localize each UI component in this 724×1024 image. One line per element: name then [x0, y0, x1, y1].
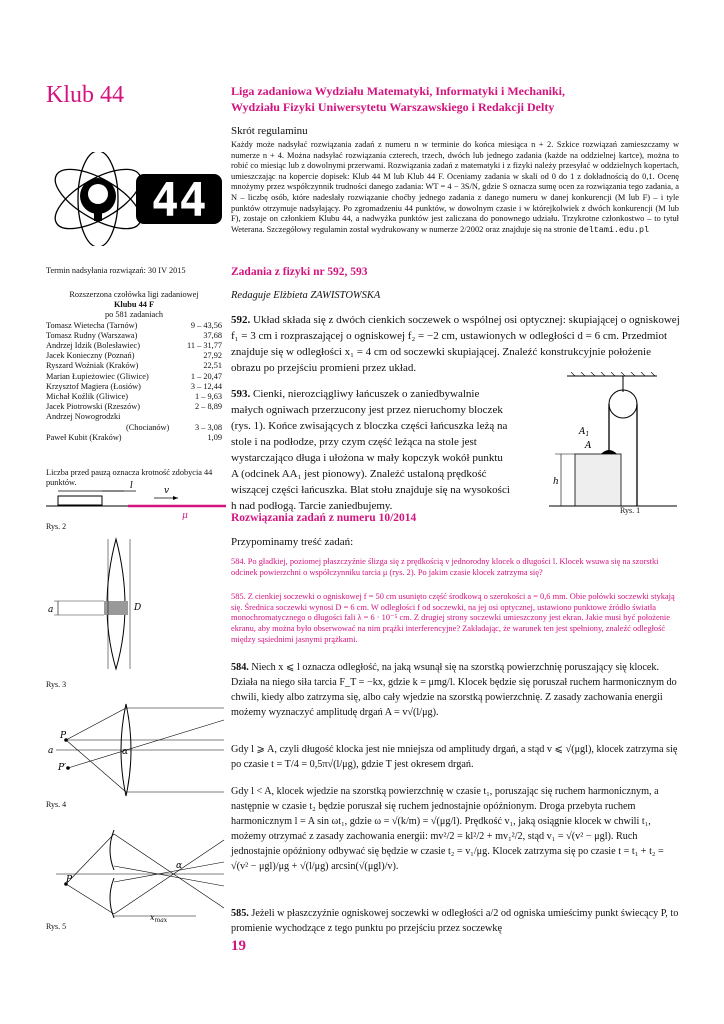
page-number: 19	[231, 938, 246, 954]
question-585: 585. Z cienkiej soczewki o ogniskowej f = 50 cm usunięto część środkową o szerokości a = 0,6 mm. Obie połówki soczewki stykają się. Średnica soczewki wynosi D = 6 cm. W odległości f od soczewki, na jej osi optycznej, ustawiono punktowe źródło światła monochromatycznego o długości fali λ = 6 · 10⁻⁵ cm. Z drugiej strony soczewki umieszczony jest ekran. Jakie musi być położenie ekranu, aby można było obserwować na nim prążki interferencyjne? Zakładając, że warunek ten jest spełniony, znaleźć odległość między sąsiednimi jasnymi prążkami.	[231, 592, 675, 644]
ranking-score: 9 – 43,56	[190, 320, 222, 330]
klub44-logo	[46, 152, 224, 246]
rys4-label-alpha: α	[122, 747, 129, 757]
ranking	[46, 290, 222, 443]
physics-title: Zadania z fizyki nr 592, 593	[231, 266, 368, 278]
rys3-label-D: D	[134, 603, 142, 613]
ranking-score: 1 – 20,47	[190, 371, 222, 381]
ranking-score: 37,68	[203, 330, 222, 340]
ranking-title: Rozszerzona czołówka ligi zadaniowej	[69, 290, 199, 299]
solution-584-c: Gdy l < A, klocek wjedzie na szorstką powierzchnię w czasie t₁, poruszając się ruchem harmonicznym, a następnie w czasie t₂ będzie poruszał się ruchem jednostajnie opóźnionym. Droga przebyta ruchem harmonicznym l = A sin ωt₁, gdzie ω = √(k/m) = √(μg/l). Prędkość v₁, jaką osiągnie klocek w chwili t₁, możemy otrzymać z zasady zachowania energii: mv²/2 = kl²/2 + mv₁²/2, stąd v₁ = √(v² − μgl). Ruch jednostajnie opóźniony odbywać się będzie w czasie t₂ = v₁/μg. Klocek zatrzyma się po czasie t = t₁ + t₂ = √(v² − μgl)/μg + √(l/μg) arcsin(√(μgl)/v).	[231, 786, 664, 872]
ranking-row	[46, 361, 222, 371]
ranking-row	[46, 402, 222, 412]
ranking-row	[46, 392, 222, 402]
problem-593-text: Cienki, nierozciągliwy łańcuszek o zaniedbywalnie małych ogniwach przerzucony jest przez nieruchomy bloczek (rys. 1). Końce zwisających z bloczka części łańcuszka leżą na stole i na podłodze, przy czym część leżąca na stole jest wystarczająco długa i ułożona w mały kopczyk wokół punktu A (odcinek AA₁ jest pionowy). Znaleźć ustaloną prędkość wiszącej części łańcuszka. Blat stołu znajduje się na wysokości h nad podłogą. Tarcie zaniedbujemy.	[231, 388, 510, 512]
liga-heading	[231, 83, 631, 115]
ranking-name: Ryszard Woźniak (Kraków)	[46, 361, 139, 371]
rys1-label-A: A	[585, 441, 592, 451]
figure-rys5	[46, 826, 226, 922]
rys4-label-Pprime: P′	[58, 763, 67, 773]
figure-rys3	[46, 535, 226, 675]
figure-rys4	[46, 700, 226, 800]
figure-rys1	[545, 372, 680, 512]
ranking-row	[46, 433, 222, 443]
solution-585-text: Jeżeli w płaszczyźnie ogniskowej soczewki w odległości a/2 od ogniska umieścimy punkt świecący P, to promienie wychodzące z tego punktu po przejściu przez soczewkę	[231, 908, 679, 934]
deadline: Termin nadsyłania rozwiązań: 30 IV 2015	[46, 266, 186, 275]
liga-line-1: Liga zadaniowa Wydziału Matematyki, Informatyki i Mechaniki,	[231, 84, 566, 98]
ranking-score: 3 – 3,08	[195, 422, 222, 432]
solution-585-number: 585.	[231, 908, 249, 919]
rys5-label-xmax: $x_{max}$	[150, 913, 168, 922]
rys1-label-A1: $A_1$	[579, 427, 590, 438]
ranking-row	[46, 341, 222, 351]
club-title: Klub 44	[46, 82, 124, 108]
ranking-row	[46, 331, 222, 341]
ranking-name: Jacek Piotrowski (Rzeszów)	[46, 402, 141, 412]
ranking-score: 22,51	[203, 361, 222, 371]
regulamin-text: Każdy może nadsyłać rozwiązania zadań z numeru n w terminie do końca miesiąca n + 2. Szkice rozwiązań zamieszczamy w numerze n + 4. Można nadsyłać rozwiązania czterech, trzech, dwóch lub jednego zadania (każde na oddzielnej kartce), można to robić co miesiąc lub z dowolnymi przerwami. Rozwiązania zadań z matematyki i z fizyki należy przesyłać w oddzielnych kopertach, umieszczając na kopercie dopisek: Klub 44 M lub Klub 44 F. Oceniamy zadania w skali od 0 do 1 z dokładnością do 0,1. Ocenę mnożymy przez współczynnik trudności danego zadania: WT = 4 − 3S/N, gdzie S oznacza sumę ocen za rozwiązania tego zadania, a N – liczbę osób, które nadesłały rozwiązanie choćby jednego zadania z danego numeru w danej konkurencji (M lub F) – i tyle punktów otrzymuje nadsyłający. Po zgromadzeniu 44 punktów, w dowolnym czasie i w którejkolwiek z dwóch konkurencji (M lub F), zostaje on członkiem Klubu 44, a nadwyżka punktów jest zaliczana do ponownego udziału. Trzykrotne członkostwo – to tytuł Weterana. Szczegółowy regulamin został wydrukowany w numerze 2/2002 oraz znajduje się na stronie	[231, 140, 679, 234]
rys3-label-a: a	[48, 605, 54, 615]
rys4-caption: Rys. 4	[46, 800, 67, 809]
ranking-score: 11 – 31,77	[187, 341, 222, 351]
rys2-label-l: l	[130, 481, 133, 491]
ranking-name: Andrzej Nowogrodzki	[46, 412, 121, 422]
problem-592-number: 592.	[231, 314, 251, 326]
ranking-name: Marian Łupieżowiec (Gliwice)	[46, 371, 149, 381]
website-link[interactable]: deltami.edu.pl	[578, 224, 650, 235]
rys5-label-alpha: α	[176, 861, 183, 871]
solution-585	[231, 906, 681, 936]
liga-line-2: Wydziału Fizyki Uniwersytetu Warszawskiego i Redakcji Delty	[231, 100, 555, 114]
ranking-row	[46, 351, 222, 361]
solution-584-a	[231, 660, 681, 720]
rys3-caption: Rys. 3	[46, 680, 67, 689]
ranking-row	[46, 382, 222, 392]
solution-584-b: Gdy l ⩾ A, czyli długość klocka jest nie mniejsza od amplitudy drgań, a stąd v ⩽ √(μgl), klocek zatrzyma się po czasie t = T/4 = 0,5π√(l/μg), gdzie T jest okresem drgań.	[231, 744, 678, 770]
ranking-score: 1,09	[207, 432, 222, 442]
rys2-label-v: v	[164, 486, 170, 496]
problem-592	[231, 312, 681, 376]
ranking-score: 2 – 8,89	[195, 402, 222, 412]
ranking-score: 27,92	[203, 351, 222, 361]
ranking-club: Klubu 44 F	[113, 300, 155, 310]
figure-rys2	[46, 480, 226, 520]
rys5-caption: Rys. 5	[46, 922, 67, 931]
ranking-name: Michał Koźlik (Gliwice)	[46, 392, 129, 402]
regulamin-title: Skrót regulaminu	[231, 125, 308, 137]
solutions-title: Rozwiązania zadań z numeru 10/2014	[231, 512, 417, 524]
rys2-caption: Rys. 2	[46, 522, 67, 531]
ranking-name: Andrzej Idzik (Bolesławiec)	[46, 341, 140, 351]
ranking-name: Krzysztof Magiera (Łosiów)	[46, 381, 141, 391]
ranking-row	[46, 321, 222, 331]
rys2-label-mu: μ	[182, 511, 188, 520]
ranking-score: 3 – 12,44	[190, 381, 222, 391]
ranking-name: Paweł Kubit (Kraków)	[46, 432, 122, 442]
ranking-name: Jacek Konieczny (Poznań)	[46, 351, 135, 361]
ranking-score	[172, 412, 222, 422]
reminder: Przypominamy treść zadań:	[231, 536, 354, 548]
problem-592-text: Układ składa się z dwóch cienkich soczewek o wspólnej osi optycznej: skupiającej o ogniskowej f₁ = 3 cm i rozpraszającej o ogniskowej f₂ = −2 cm, ustawionych w odległości d = 6 cm. Przedmiot znajduje się w odległości x₁ = 4 cm od soczewki skupiającej. Znaleźć konstrukcyjnie położenie obrazu po przejściu promieni przez układ.	[231, 314, 680, 374]
ranking-name: Tomasz Wietecha (Tarnów)	[46, 320, 138, 330]
rys4-label-P: P	[60, 731, 67, 741]
regulamin-body	[231, 140, 679, 235]
ranking-name: Tomasz Rudny (Warszawa)	[46, 330, 138, 340]
ranking-score: 1 – 9,63	[195, 392, 222, 402]
ranking-row	[46, 412, 222, 422]
rys1-caption: Rys. 1	[620, 506, 641, 515]
question-584: 584. Po gładkiej, poziomej płaszczyźnie ślizga się z prędkością v jednorodny klocek o długości l. Klocek wsuwa się na szorstki odcinek powierzchni o współczynniku tarcia μ (rys. 2). Po jakim czasie klocek zatrzyma się?	[231, 557, 659, 577]
problem-593-number: 593.	[231, 388, 251, 400]
ranking-count: po 581 zadaniach	[104, 310, 164, 320]
rys1-label-h: h	[553, 477, 559, 487]
solution-584-number: 584.	[231, 662, 249, 673]
rys4-label-a: a	[48, 746, 54, 756]
problem-593	[231, 386, 511, 514]
ranking-note: Liczba przed pauzą oznacza krotność zdobycia 44 punktów.	[46, 468, 213, 488]
solution-584-text-a: Niech x ⩽ l oznacza odległość, na jaką wsunął się na szorstką powierzchnię poruszający się klocek. Działa na niego siła tarcia F_T = −kx, gdzie k = μmg/l. Klocek będzie się poruszał ruchem harmonicznym do chwili, kiedy albo zatrzyma się, albo cały wjedzie na szorstką powierzchnię. Z zasady zachowania energii możemy wyznaczyć amplitudę drgań A = v√(l/μg).	[231, 662, 677, 718]
logo-digits: 44	[151, 173, 207, 227]
ranking-row	[46, 372, 222, 382]
editor: Redaguje Elżbieta ZAWISTOWSKA	[231, 290, 381, 301]
ranking-name: (Chocianów)	[126, 422, 170, 432]
ranking-row	[46, 423, 222, 433]
rys5-label-P: P	[66, 875, 73, 885]
